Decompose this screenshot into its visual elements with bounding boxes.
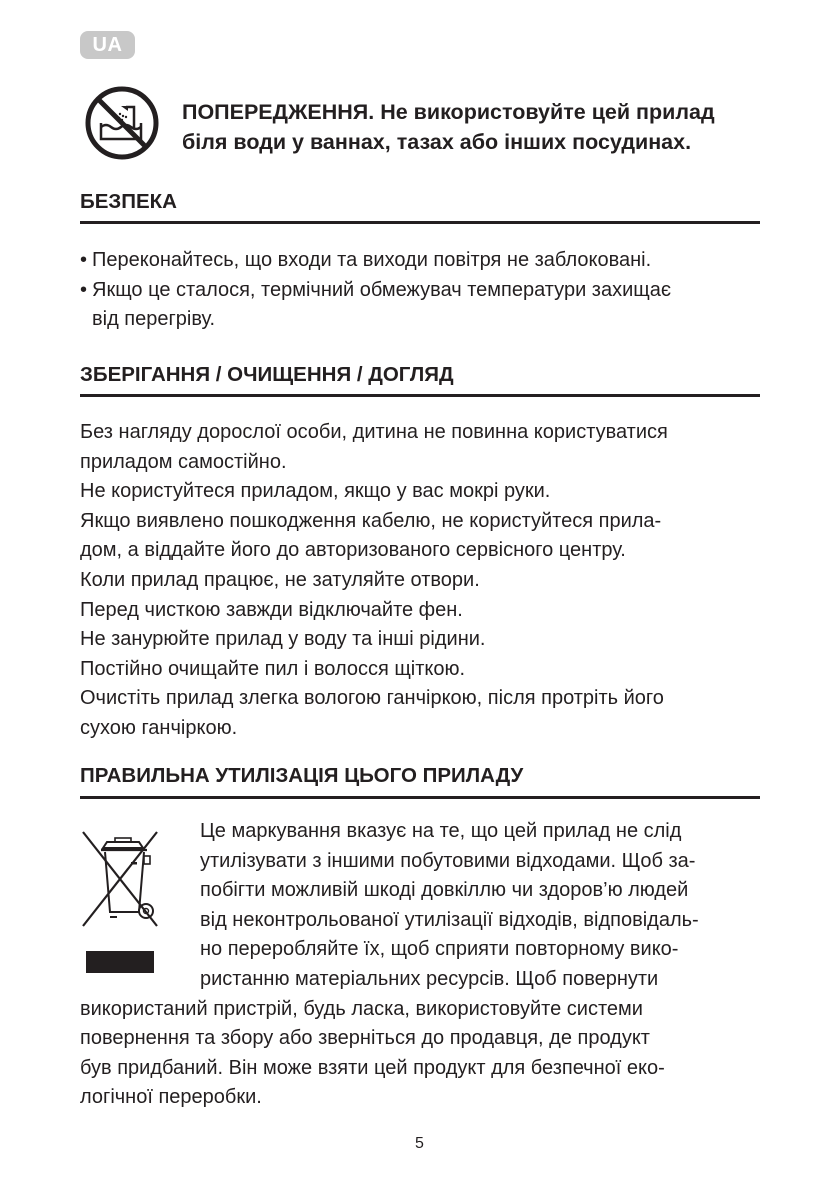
- text-line: Це маркування вказує на те, що цей прилад не слід: [200, 820, 682, 842]
- text-line: від неконтрольованої утилізації відходів, відповідаль-: [200, 908, 699, 931]
- text-line: ристанню матеріальних ресурсів. Щоб повернути: [200, 967, 659, 990]
- warning-line: біля води у ваннах, тазах або інших посудинах.: [182, 130, 692, 154]
- section-divider: [80, 796, 760, 799]
- bullet-dot-icon: •: [80, 249, 88, 271]
- section-divider: [80, 221, 760, 224]
- section-divider: [80, 394, 760, 397]
- text-line: повернення та збору або зверніться до продавця, де продукт: [80, 1027, 650, 1050]
- no-bath-water-icon: [84, 85, 160, 161]
- text-line: побігти можливій шкоді довкіллю чи здоров’ю людей: [200, 879, 689, 902]
- text-line: Постійно очищайте пил і волосся щіткою.: [80, 657, 466, 680]
- text-line: Якщо виявлено пошкодження кабелю, не користуйтеся прила-: [80, 509, 662, 532]
- language-badge: UA: [80, 31, 135, 59]
- warning-text: [182, 97, 715, 157]
- text-line: Очистіть прилад злегка вологою ганчіркою, після протріть його: [80, 687, 664, 710]
- safety-bullet-list: [80, 246, 671, 335]
- section-title-storage-cleaning-care: ЗБЕРІГАННЯ / ОЧИЩЕННЯ / ДОГЛЯД: [80, 363, 454, 386]
- text-line: Без нагляду дорослої особи, дитина не повинна користуватися: [80, 421, 668, 443]
- text-line: Не занурюйте прилад у воду та інші рідини.: [80, 628, 486, 651]
- text-line: приладом самостійно.: [80, 450, 287, 473]
- text-line: утилізувати з іншими побутовими відходами. Щоб за-: [200, 849, 696, 872]
- text-line: був придбаний. Він може взяти цей продукт для безпечної еко-: [80, 1056, 665, 1079]
- bullet-continuation: від перегріву.: [92, 308, 216, 331]
- warning-line: ПОПЕРЕДЖЕННЯ. Не використовуйте цей прилад: [182, 100, 715, 124]
- disposal-text: [80, 817, 770, 1113]
- care-instructions: [80, 418, 668, 744]
- text-line: но переробляйте їх, щоб сприяти повторному вико-: [200, 938, 679, 961]
- section-title-safety: БЕЗПЕКА: [80, 190, 177, 213]
- text-line: використаний пристрій, будь ласка, використовуйте системи: [80, 997, 643, 1020]
- text-line: логічної переробки.: [80, 1086, 262, 1109]
- page-number: 5: [415, 1135, 424, 1152]
- text-line: сухою ганчіркою.: [80, 716, 238, 739]
- bullet-item: • Якщо це сталося, термічний обмежувач температури захищає: [80, 276, 671, 306]
- text-line: Перед чисткою завжди відключайте фен.: [80, 598, 463, 621]
- text-line: Коли прилад працює, не затуляйте отвори.: [80, 568, 480, 591]
- warning-block: [84, 85, 764, 165]
- bullet-item: • Переконайтесь, що входи та виходи повітря не заблоковані.: [80, 246, 671, 276]
- bullet-dot-icon: •: [80, 278, 88, 301]
- text-line: Не користуйтеся приладом, якщо у вас мокрі руки.: [80, 480, 551, 503]
- section-title-disposal: ПРАВИЛЬНА УТИЛІЗАЦІЯ ЦЬОГО ПРИЛАДУ: [80, 764, 524, 787]
- text-line: дом, а віддайте його до авторизованого сервісного центру.: [80, 539, 626, 562]
